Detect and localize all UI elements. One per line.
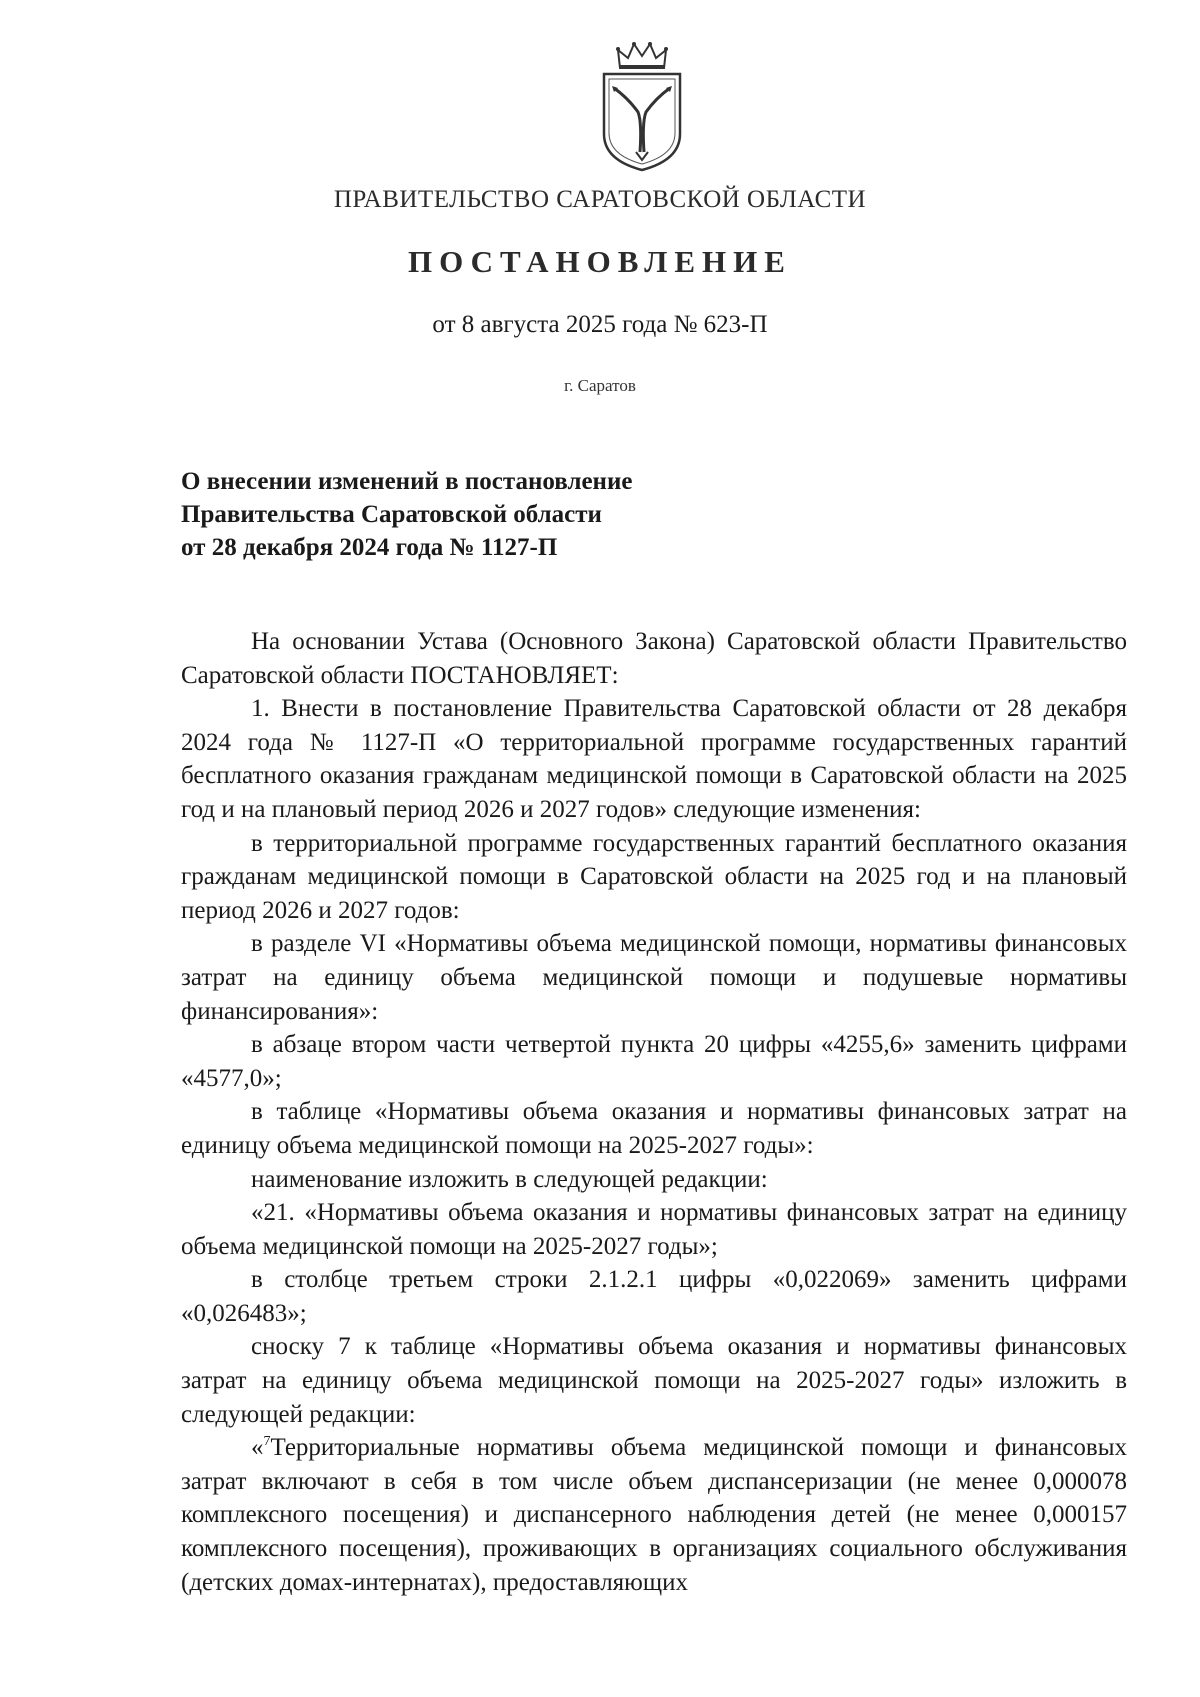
subject-line-2: Правительства Саратовской области <box>181 501 602 528</box>
paragraph-footnote-7: сноску 7 к таблице «Нормативы объема оказания и нормативы финансовых затрат на единицу объема медицинской помощи на 2025-2027 годы» изложить в следующей редакции: <box>181 1333 1127 1428</box>
coat-of-arms-icon <box>598 42 686 172</box>
quote-open: « <box>251 1434 264 1462</box>
paragraph-new-title: «21. «Нормативы объема оказания и нормативы финансовых затрат на единицу объема медицинской помощи на 2025-2027 годы»; <box>181 1199 1127 1260</box>
paragraph-preamble: На основании Устава (Основного Закона) Саратовской области Правительство Саратовской области ПОСТАНОВЛЯЕТ: <box>181 628 1127 689</box>
footnote-text: Территориальные нормативы объема медицинской помощи и финансовых затрат включают в себя в том числе объем диспансеризации (не менее 0,000078 комплексного посещения) и диспансерного наблюдения детей (не менее 0,000157 комплексного посещения), проживающих в организациях социального обслуживания (детских домах-интернатах), предоставляющих <box>181 1434 1127 1596</box>
document-date-number: от 8 августа 2025 года № 623-П <box>432 311 768 338</box>
paragraph-title-change: наименование изложить в следующей редакции: <box>251 1165 768 1193</box>
paragraph-section-vi: в разделе VI «Нормативы объема медицинской помощи, нормативы финансовых затрат на единицу объема медицинской помощи и подушевые нормативы финансирования»: <box>181 930 1127 1025</box>
document-subject <box>181 465 881 564</box>
subject-line-1: О внесении изменений в постановление <box>181 468 633 495</box>
government-name: ПРАВИТЕЛЬСТВО САРАТОВСКОЙ ОБЛАСТИ <box>333 186 867 213</box>
subject-line-3: от 28 декабря 2024 года № 1127-П <box>181 534 558 561</box>
paragraph-program: в территориальной программе государственных гарантий бесплатного оказания гражданам медицинской помощи в Саратовской области на 2025 год и на плановый период 2026 и 2027 годов: <box>181 829 1127 924</box>
document-body <box>181 625 1127 1599</box>
footnote-marker: 7 <box>263 1434 271 1450</box>
paragraph-table: в таблице «Нормативы объема оказания и нормативы финансовых затрат на единицу объема медицинской помощи на 2025-2027 годы»: <box>181 1098 1127 1159</box>
paragraph-footnote-text <box>181 1431 1127 1599</box>
paragraph-row-2-1-2-1: в столбце третьем строки 2.1.2.1 цифры «0,022069» заменить цифрами «0,026483»; <box>181 1266 1127 1327</box>
paragraph-item-1: 1. Внести в постановление Правительства Саратовской области от 28 декабря 2024 года № 1127-П «О территориальной программе государственных гарантий бесплатного оказания гражданам медицинской помощи в Саратовской области на 2025 год и на плановый период 2026 и 2027 годов» следующие изменения: <box>181 695 1127 823</box>
paragraph-point-20: в абзаце втором части четвертой пункта 20 цифры «4255,6» заменить цифрами «4577,0»; <box>181 1031 1127 1092</box>
document-type: ПОСТАНОВЛЕНИЕ <box>408 244 792 279</box>
document-city: г. Саратов <box>564 376 636 395</box>
